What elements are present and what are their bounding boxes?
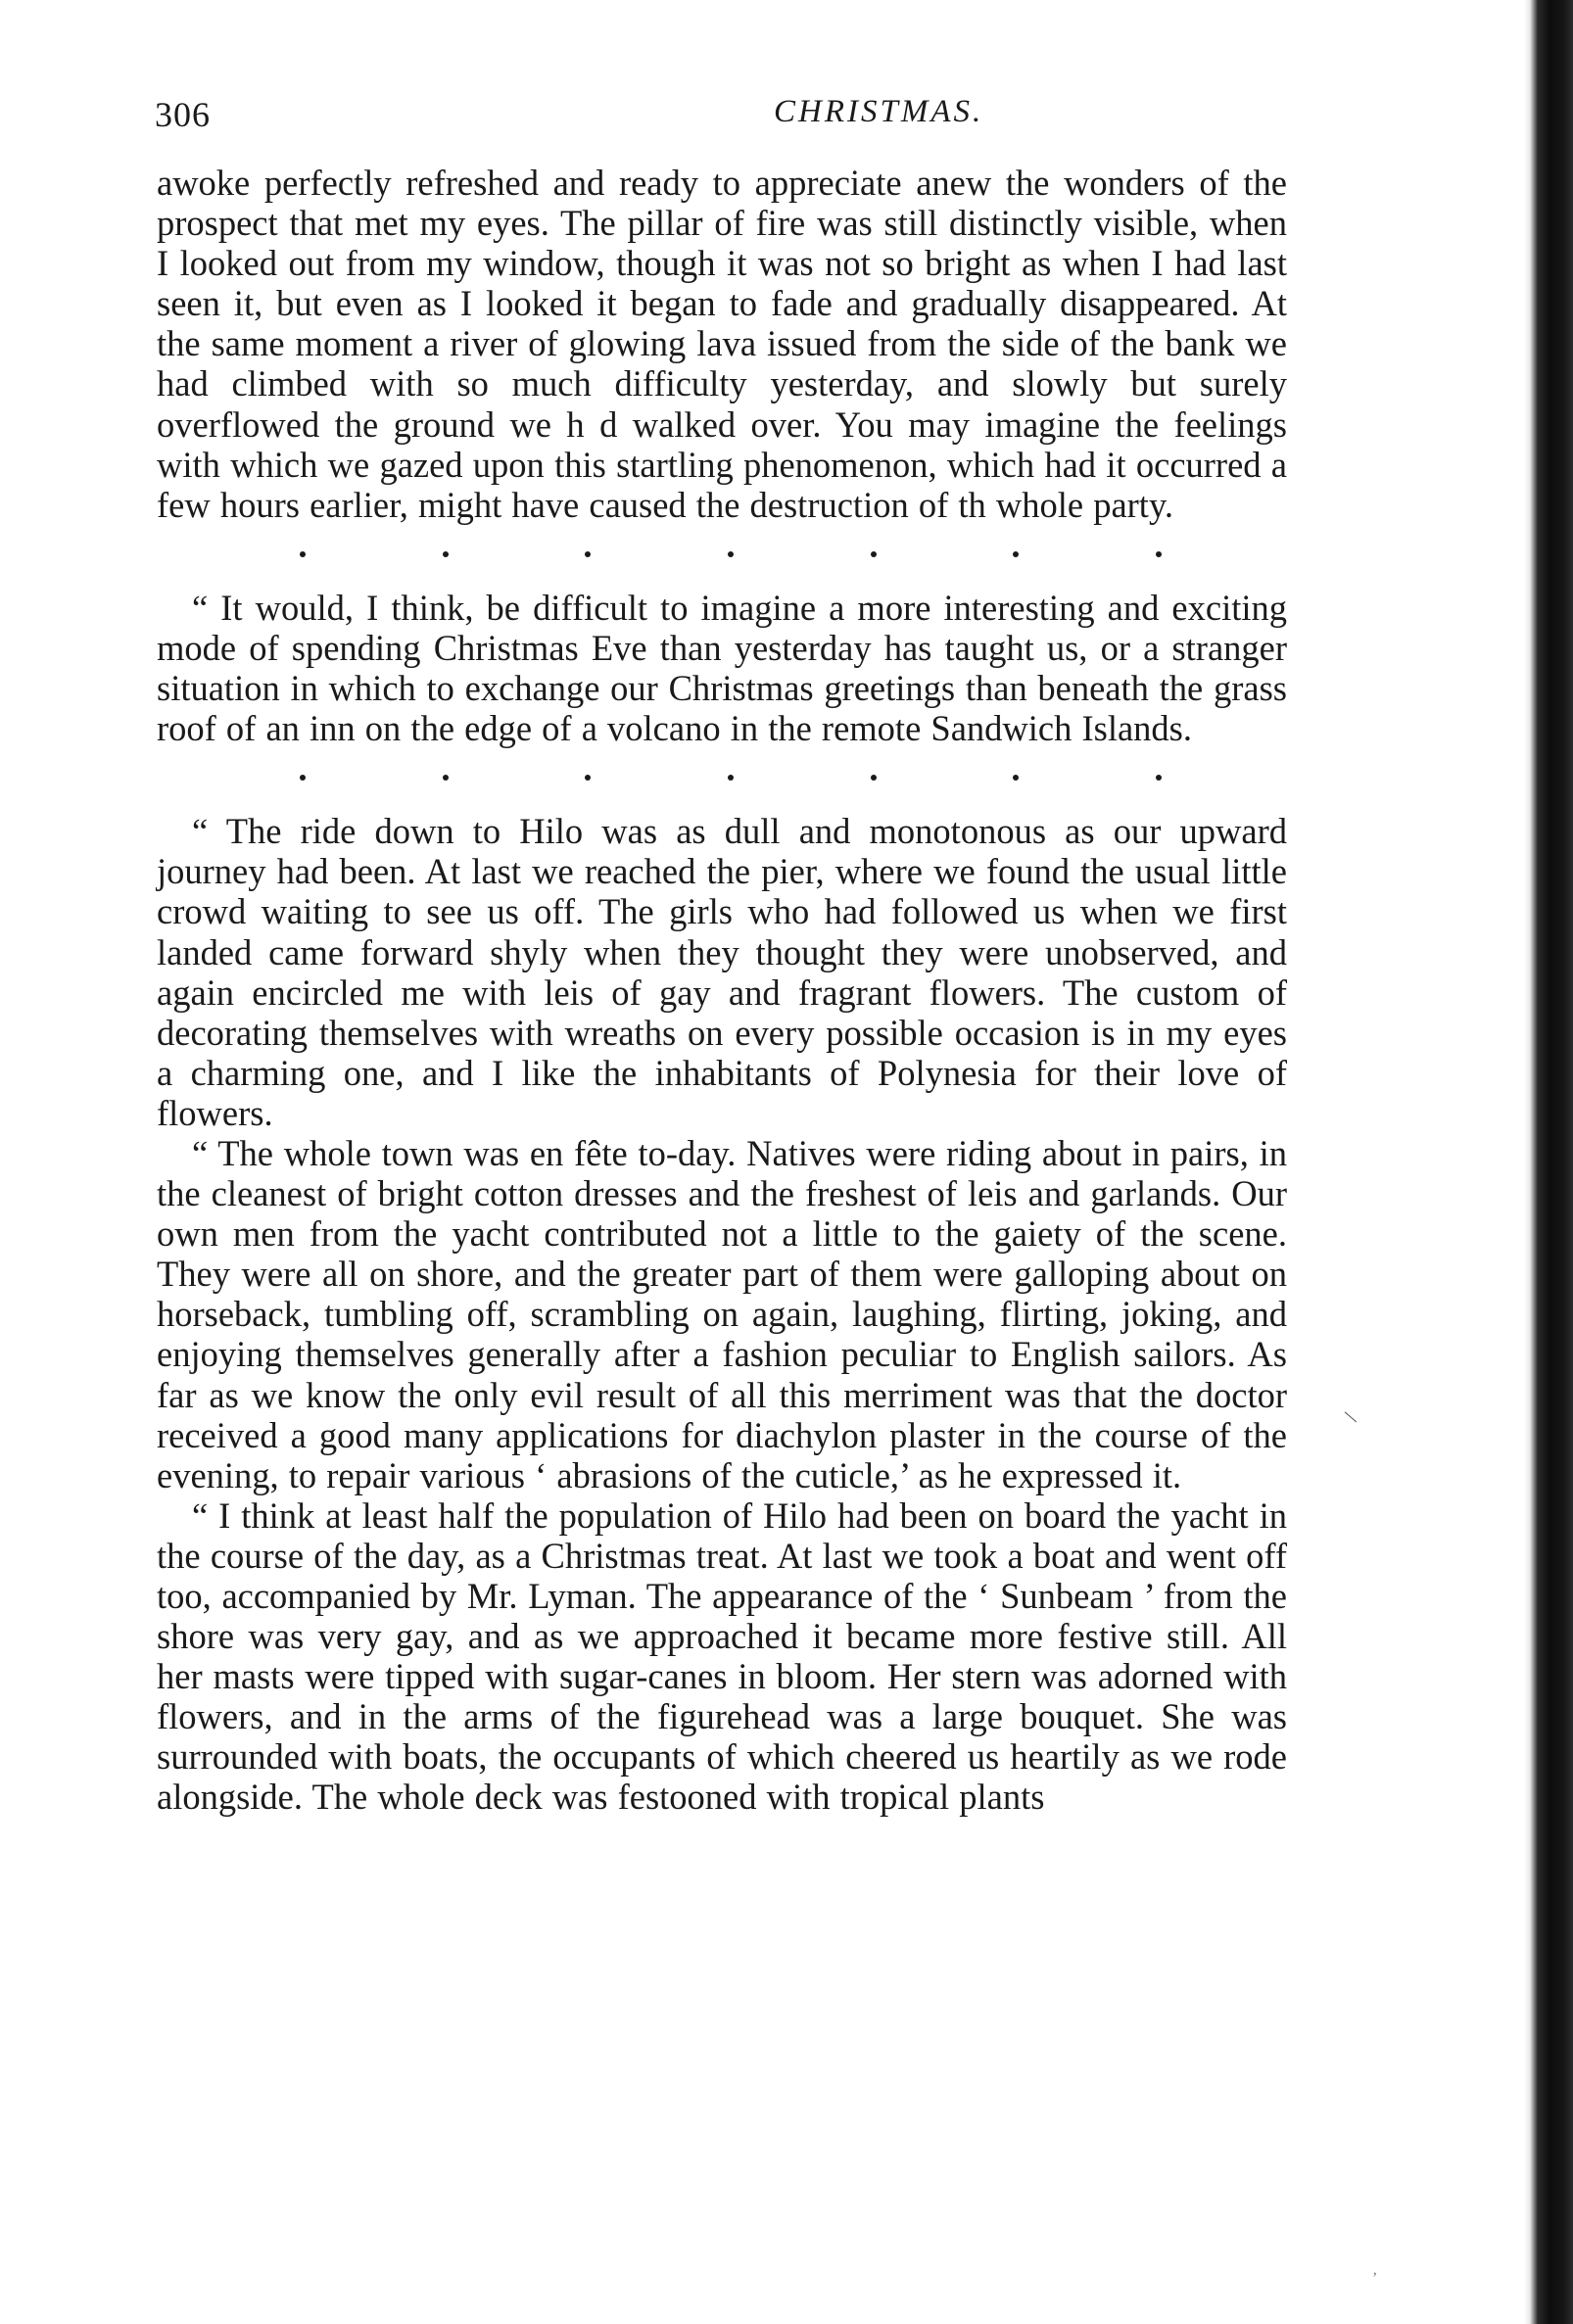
running-head: CHRISTMAS. xyxy=(774,94,984,129)
section-break-1 xyxy=(157,529,1287,580)
break-dot xyxy=(871,775,877,781)
paragraph-5: “ I think at least half the population of Hilo had been on board the yacht in the course of the day, as a Christmas treat. At last we took a boat and went off too, accompanied by Mr. Lyman. The appearance of the ‘ Sunbeam ’ from the shore was very gay, and as we approached it became more festive still. All her masts were tipped with sugar-canes in bloom. Her stern was adorned with flowers, and in the arms of the figurehead was a large bouquet. She was surrounded with boats, the occupants of which cheered us heartily as we rode alongside. The whole deck was festooned with tropical plants xyxy=(157,1494,1287,1818)
break-dot xyxy=(1156,775,1162,781)
stray-ink-mark: ’ xyxy=(1372,2270,1378,2287)
paragraph-4: “ The whole town was en fête to-day. Natives were riding about in pairs, in the cleanest of bright cotton dresses and the freshest of leis and garlands. Our own men from the yacht contributed not a little to the gaiety of the scene. They were all on shore, and the greater part of them were galloping about on horseback, tumbling off, scrambling on again, laughing, flirting, joking, and enjoying themselves generally after a fashion peculiar to English sailors. As far as we know the only evil result of all this merriment was that the doctor received a good many applications for diachylon plaster in the course of the evening, to repair various ‘ abrasions of the cuticle,’ as he expressed it. xyxy=(157,1132,1287,1495)
break-dot xyxy=(728,551,734,557)
book-spine-edge xyxy=(1524,0,1573,2324)
paragraph-2: “ It would, I think, be difficult to imagine a more interesting and exciting mode of spending Christmas Eve than yesterday has taught us, or a stranger situation in which to exchange our Christmas greetings than beneath the grass roof of an inn on the edge of a volcano in the remote Sandwich Islands. xyxy=(157,587,1287,749)
paragraph-1: awoke perfectly refreshed and ready to appreciate anew the wonders of the prospect that met my eyes. The pillar of fire was still distinctly visible, when I looked out from my window, though it was not so bright as when I had last seen it, but even as I looked it began to fade and gradually disappeared. At the same moment a river of glowing lava issued from the side of the bank we had climbed with so much difficulty yesterday, and slowly but surely overflowed the ground we h d walked over. You may imagine the feelings with which we gazed upon this startling phenomenon, which had it occurred a few hours earlier, might have caused the destruction of th whole party. xyxy=(157,163,1287,525)
margin-tick-mark: \ xyxy=(1341,1404,1359,1429)
break-dot xyxy=(728,775,734,781)
paragraph-3: “ The ride down to Hilo was as dull and monotonous as our upward journey had been. At last we reached the pier, where we found the usual little crowd waiting to see us off. The girls who had followed us when we first landed came forward shyly when they thought they were unobserved, and again encircled me with leis of gay and fragrant flowers. The custom of decorating themselves with wreaths on every possible occasion is in my eyes a charming one, and I like the inhabitants of Polynesia for their love of flowers. xyxy=(157,811,1287,1133)
break-dot xyxy=(1156,551,1162,557)
break-dot xyxy=(871,551,877,557)
break-dot xyxy=(1013,551,1019,557)
body-text xyxy=(157,163,1287,1818)
page-header xyxy=(155,94,1281,143)
break-dot xyxy=(1013,775,1019,781)
break-dot xyxy=(300,775,306,781)
break-dot xyxy=(585,775,591,781)
break-dot xyxy=(443,551,449,557)
break-dot xyxy=(585,551,591,557)
break-dot xyxy=(300,551,306,557)
page-number: 306 xyxy=(155,95,211,134)
break-dot xyxy=(443,775,449,781)
section-break-2 xyxy=(157,752,1287,803)
